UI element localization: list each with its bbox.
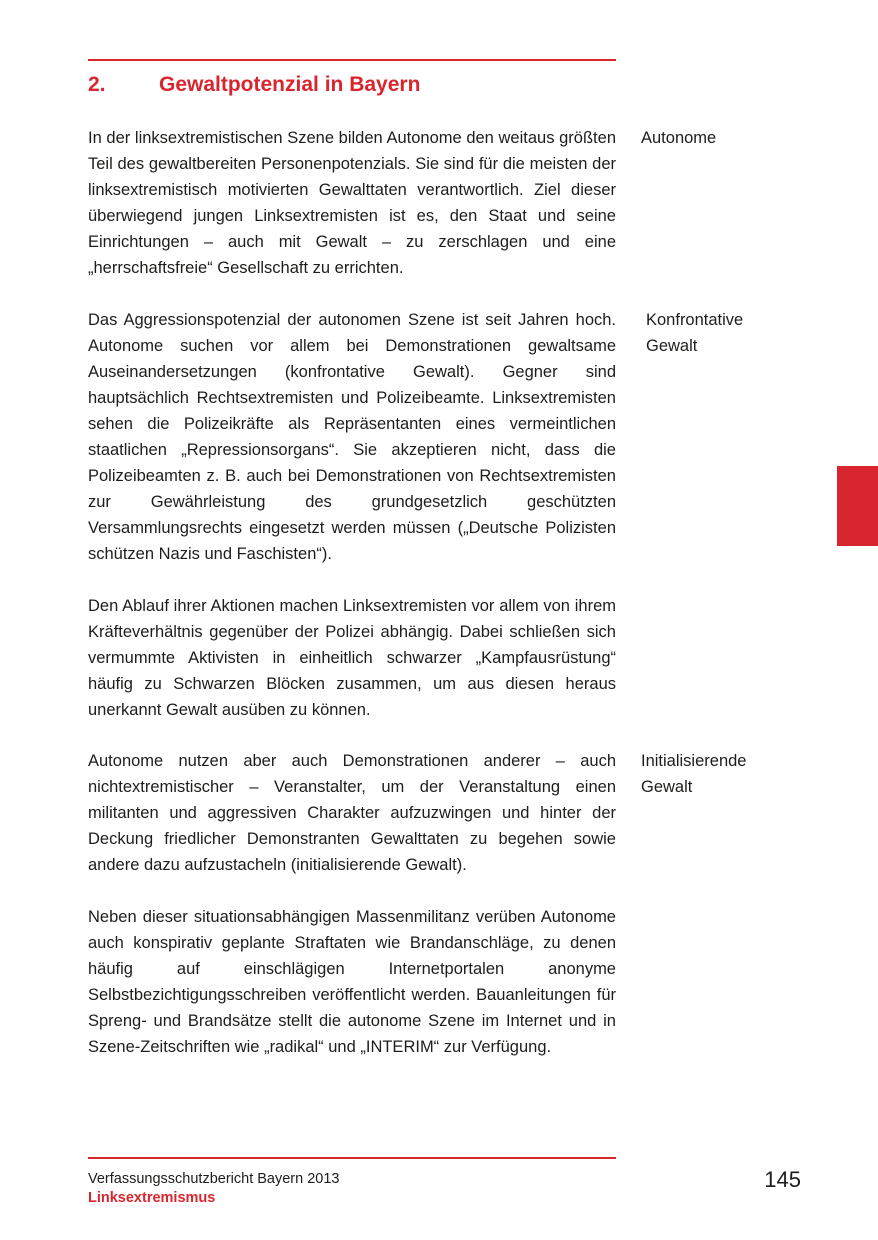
paragraph-initialisierende-gewalt: Autonome nutzen aber auch Demonstrationen anderer – auch nichtextremistischer – Veranstalter, um der Veranstaltung einen militanten und aggressiven Charakter aufzuzwingen und hinter der Deckung friedlicher Demonstranten Gewalttaten zu begehen sowie andere dazu aufzustacheln (initialisierende Gewalt). xyxy=(88,752,616,874)
margin-note-initialisierende-gewalt: Initialisierende Gewalt xyxy=(641,752,747,796)
chapter-tab-marker xyxy=(837,466,878,546)
paragraph-konfrontative-gewalt: Das Aggressionspotenzial der autonomen Szene ist seit Jahren hoch. Autonome suchen vor allem bei Demonstrationen gewaltsame Auseinandersetzungen (konfrontative Gewalt). Gegner sind hauptsächlich Rechtsextremisten und Polizeibeamte. Linksextremisten sehen die Polizeikräfte als Repräsentanten eines vermeintlichen staatlichen „Repressionsorgans“. Sie akzeptieren nicht, dass die Polizeibeamten z. B. auch bei Demonstrationen von Rechtsextremisten zur Gewährleistung des grundgesetzlich geschützten Versammlungsrechts eingesetzt werden müssen („Deutsche Polizisten schützen Nazis und Faschisten“). xyxy=(88,311,616,563)
section-number: 2. xyxy=(88,73,106,96)
top-rule xyxy=(88,59,616,61)
margin-note-autonome: Autonome xyxy=(641,129,717,147)
bottom-rule xyxy=(88,1157,616,1159)
section-heading xyxy=(88,71,420,99)
section-title: Gewaltpotenzial in Bayern xyxy=(159,73,421,96)
paragraph-autonome: In der linksextremistischen Szene bilden Autonome den weitaus größten Teil des gewaltbereiten Personenpotenzials. Sie sind für die meisten der linksextremistisch motivierten Gewalttaten verantwortlich. Ziel dieser überwiegend jungen Linksextremisten ist es, den Staat und seine Einrichtungen – auch mit Gewalt – zu zerschlagen und eine „herrschaftsfreie“ Gesellschaft zu errichten. xyxy=(88,129,616,277)
paragraph-aktionen: Den Ablauf ihrer Aktionen machen Linksextremisten vor allem von ihrem Kräfteverhältnis gegenüber der Polizei abhängig. Dabei schließen sich vermummte Aktivisten in einheitlich schwarzer „Kampfausrüstung“ häufig zu Schwarzen Blöcken zusammen, um aus diesen heraus unerkannt Gewalt ausüben zu können. xyxy=(88,597,616,719)
page-number: 145 xyxy=(764,1167,801,1192)
footer-section-name: Linksextremismus xyxy=(88,1190,216,1206)
paragraph-massenmilitanz: Neben dieser situationsabhängigen Massenmilitanz verüben Autonome auch konspirativ geplante Straftaten wie Brandanschläge, zu denen häufig auf einschlägigen Internetportalen anonyme Selbstbezichtigungsschreiben veröffentlicht werden. Bauanleitungen für Spreng- und Brandsätze stellt die autonome Szene im Internet und in Szene-Zeitschriften wie „radikal“ und „INTERIM“ zur Verfügung. xyxy=(88,908,616,1056)
margin-note-konfrontative-gewalt: Konfrontative Gewalt xyxy=(646,311,744,355)
footer-publication-title: Verfassungsschutzbericht Bayern 2013 xyxy=(88,1171,340,1187)
